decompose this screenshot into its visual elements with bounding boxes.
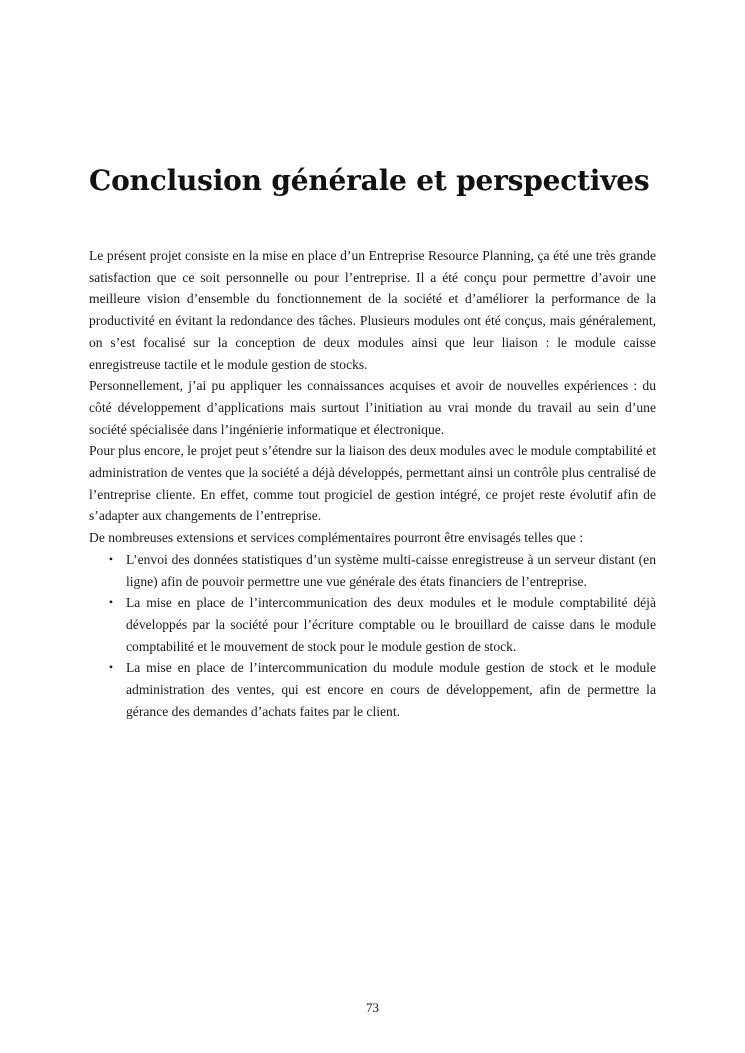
bullet-icon: • [108,660,114,675]
perspectives-list [89,549,656,723]
bullet-icon: • [108,551,114,566]
list-item [108,592,656,657]
list-item-text: L’envoi des données statistiques d’un système multi-caisse enregistreuse à un serveur distant (en ligne) afin de pouvoir permettre une vue générale des états financiers de l’entreprise. [126,551,656,589]
page-number: 73 [366,1000,379,1015]
list-item [108,657,656,722]
chapter-body [89,245,656,722]
bullet-icon: • [108,595,114,610]
list-item-text: La mise en place de l’intercommunication du module module gestion de stock et le module administration des ventes, qui est encore en cours de développement, afin de permettre la gérance des demandes d’achats faites par le client. [126,660,656,719]
list-item-text: La mise en place de l’intercommunication des deux modules et le module comptabilité déjà développés par la société pour l’écriture comptable ou le brouillard de caisse dans le module comptabilité et le mouvement de stock pour le module gestion de stock. [126,595,656,654]
paragraph-perspectives-lead: De nombreuses extensions et services complémentaires pourront être envisagés telles que : [89,530,584,546]
paragraph-intro: Le présent projet consiste en la mise en place d’un Entreprise Resource Planning, ça été une très grande satisfaction que ce soit personnelle ou pour l’entreprise. Il a été conçu pour permettre d’avoir une meilleure vision d’ensemble du fonctionnement de la société et d’améliorer la performance de la productivité en évitant la redondance des tâches. Plusieurs modules ont été conçus, mais généralement, on s’est focalisé sur la conception de deux modules ainsi que leur liaison : le module caisse enregistreuse tactile et le module gestion de stocks. [89,248,656,372]
paragraph-extension: Pour plus encore, le projet peut s’étendre sur la liaison des deux modules avec le module comptabilité et administration de ventes que la société a déjà développés, permettant ainsi un contrôle plus centralisé de l’entreprise cliente. En effet, comme tout progiciel de gestion intégré, ce projet reste évolutif afin de s’adapter aux changements de l’entreprise. [89,443,656,524]
paragraph-personal: Personnellement, j’ai pu appliquer les connaissances acquises et avoir de nouvelles expériences : du côté développement d’applications mais surtout l’initiation au vrai monde du travail au sein d’une société spécialisée dans l’ingénierie informatique et électronique. [89,378,656,437]
chapter-title: Conclusion générale et perspectives [89,164,650,197]
list-item [108,549,656,592]
